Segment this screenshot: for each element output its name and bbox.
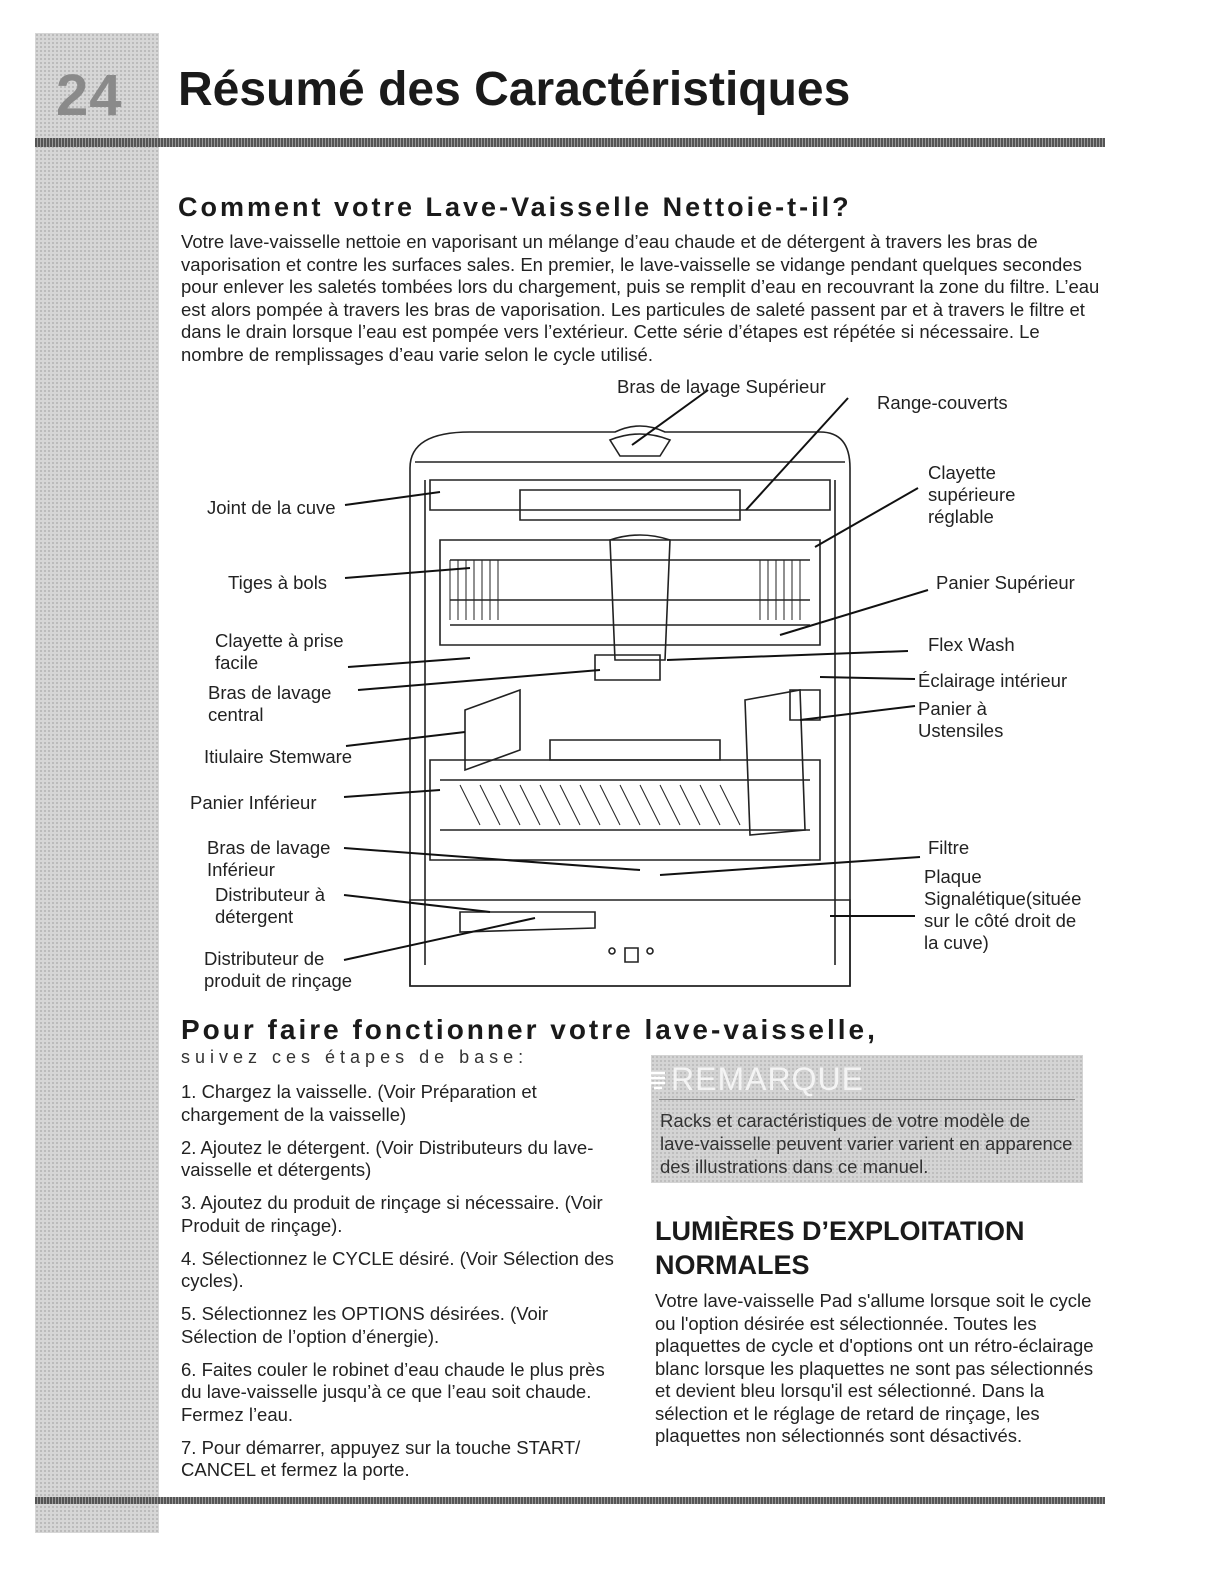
label-adjustable-shelf: Clayette supérieure réglable (928, 462, 1016, 527)
label-rinse-aid-dispenser: Distributeur de produit de rinçage (204, 948, 353, 991)
label-detergent-dispenser: Distributeur à détergent (215, 884, 326, 927)
note-title (671, 1061, 864, 1098)
step-item: 7. Pour démarrer, appuyez sur la touche START/ CANCEL et fermez la porte. (181, 1436, 581, 1480)
section-heading-lights: LUMIÈRES D’EXPLOITATION NORMALES (655, 1216, 1025, 1280)
section-heading-cleaning: Comment votre Lave-Vaisselle Nettoie-t-il? (178, 192, 852, 222)
step-item: 4. Sélectionnez le CYCLE désiré. (Voir Sélection des cycles). (181, 1247, 614, 1291)
label-bowl-tines: Tiges à bols (228, 572, 328, 593)
note-box (651, 1055, 1083, 1183)
note-divider (659, 1099, 1075, 1100)
label-flex-wash: Flex Wash (928, 634, 1015, 655)
label-upper-spray-arm: Bras de lavage Supérieur (617, 376, 826, 397)
lights-paragraph: Votre lave-vaisselle Pad s'allume lorsque soit le cycle ou l'option désirée est sélectionnée. Toutes les plaquettes de cycle et d'options ont un rétro-éclairage blanc lorsque les plaquettes ne sont pas sélectionnés et devient bleu lorsqu'il est sélectionné. Dans la sélection et le réglage de retard de rinçage, les plaquettes non sélectionnés sont désactivés. (655, 1290, 1094, 1446)
steps-list (181, 1081, 621, 1492)
lower-rack-shape (430, 760, 820, 860)
label-filter: Filtre (928, 837, 970, 858)
note-title-text: REMARQUE (671, 1061, 864, 1097)
step-item: 5. Sélectionnez les OPTIONS désirées. (Voir Sélection de l’option d’énergie). (181, 1303, 549, 1347)
page-number: 24 (56, 63, 123, 128)
label-tub-gasket: Joint de la cuve (207, 497, 336, 518)
label-utensil-basket: Panier à Ustensiles (918, 698, 1004, 741)
step-item: 3. Ajoutez du produit de rinçage si nécessaire. (Voir Produit de rinçage). (181, 1192, 603, 1236)
step-item: 1. Chargez la vaisselle. (Voir Préparation et chargement de la vaisselle) (181, 1081, 537, 1125)
utensil-basket-shape (745, 690, 805, 835)
label-interior-light: Éclairage intérieur (918, 670, 1068, 691)
label-mid-spray-arm: Bras de lavage central (208, 682, 332, 725)
step-item: 6. Faites couler le robinet d’eau chaude le plus près du lave-vaisselle jusqu’à ce que l’eau soit chaude. Fermez l’eau. (181, 1358, 605, 1425)
upper-spray-arm-shape (610, 434, 670, 456)
section-heading-operate: Pour faire fonctionner votre lave-vaisselle, (181, 1014, 878, 1045)
dispenser-shape (460, 912, 595, 932)
label-easy-grip-shelf: Clayette à prise facile (215, 630, 344, 673)
page-title: Résumé des Caractéristiques (178, 63, 851, 116)
label-serial-plate: Plaque Signalétique(située sur le côté droit de la cuve) (924, 866, 1082, 953)
upper-rack-shape (440, 540, 820, 645)
note-text: Racks et caractéristiques de votre modèle de lave-vaisselle peuvent varier varient en apparence des illustrations dans ce manuel. (660, 1110, 1073, 1177)
cleaning-paragraph: Votre lave-vaisselle nettoie en vaporisant un mélange d’eau chaude et de détergent à travers les bras de vaporisation et contre les surfaces sales. En premier, le lave-vaisselle se vidange pendant quelques secondes pour enlever les saletés tombées lors du chargement, puis se remplit d’eau en recouvrant la zone du filtre. L’eau est alors pompée à travers les bras de vaporisation. Les particules de saleté passent par et à travers le filtre et dans le drain lorsque l’eau est pompée vers l’extérieur. Cette série d’étapes est répétée si nécessaire. Le nombre de remplissages d’eau varie selon le cycle utilisé. (181, 231, 1100, 365)
label-silverware-rack: Range-couverts (877, 392, 1008, 413)
label-lower-rack: Panier Inférieur (190, 792, 317, 813)
label-stemware-holder: Itiulaire Stemware (204, 746, 353, 767)
step-item: 2. Ajoutez le détergent. (Voir Distributeurs du lave-vaisselle et détergents) (181, 1136, 594, 1180)
label-lower-spray-arm: Bras de lavage Inférieur (207, 837, 331, 880)
operate-subheading: suivez ces étapes de base: (181, 1047, 529, 1067)
label-upper-rack: Panier Supérieur (936, 572, 1075, 593)
footer-rule (35, 1497, 1105, 1504)
note-icon (649, 1069, 667, 1093)
